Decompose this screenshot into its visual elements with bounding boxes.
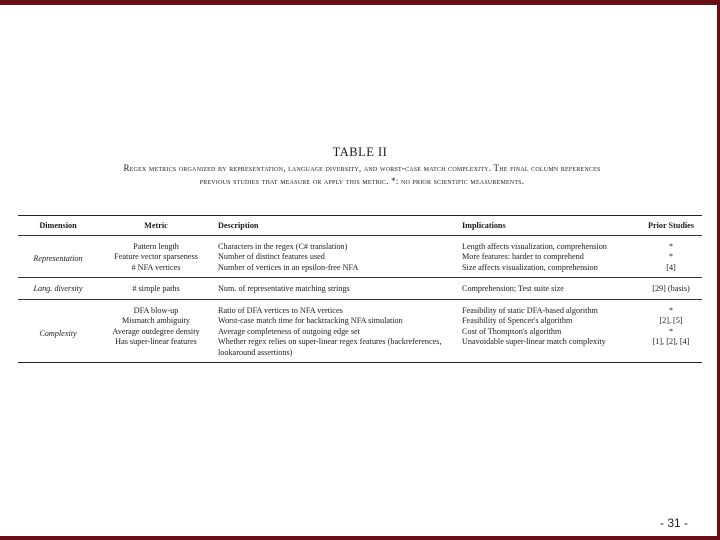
description-cell: Average completeness of outgoing edge set: [218, 326, 360, 336]
top-accent-bar: [0, 0, 720, 5]
description-cell: Number of vertices in an epsilon-free NFA: [218, 262, 359, 272]
metrics-table: [18, 215, 702, 363]
header-implications: Implications: [458, 216, 640, 235]
table-row: [18, 263, 702, 278]
description-cell: Characters in the regex (C# translation): [218, 241, 348, 251]
metric-cell: Feature vector sparseness: [114, 252, 198, 261]
table-row: [18, 278, 702, 300]
dimension-cell: Lang. diversity: [18, 278, 98, 300]
table-row: [18, 316, 702, 327]
page-number: - 31 -: [659, 516, 688, 530]
dimension-cell: Complexity: [18, 299, 98, 362]
prior-studies-cell: [4]: [666, 262, 676, 272]
header-prior-studies: Prior Studies: [640, 216, 702, 235]
header-metric: Metric: [98, 216, 214, 235]
caption-line-2: previous studies that measure or apply this metric. *: no prior scientific measurements.: [199, 176, 525, 186]
bottom-accent-bar: [0, 536, 720, 540]
table-row: [18, 327, 702, 338]
description-cell: Number of distinct features used: [218, 252, 325, 261]
metric-cell: Pattern length: [133, 241, 179, 251]
prior-studies-cell: [2], [5]: [659, 316, 683, 325]
metric-cell: # NFA vertices: [131, 262, 181, 272]
implications-cell: Unavoidable super-linear match complexity: [462, 337, 606, 346]
caption-line-1: Regex metrics organized by representation, language diversity, and worst-case match complexity. The final column references: [123, 163, 601, 173]
implications-cell: Feasibility of static DFA-based algorithm: [458, 299, 640, 316]
implications-cell: More features: harder to comprehend: [462, 252, 584, 261]
prior-studies-cell: *: [640, 299, 702, 316]
description-cell: Ratio of DFA vertices to NFA vertices: [214, 299, 458, 316]
prior-studies-cell: [1], [2], [4]: [652, 337, 690, 346]
table-row: [18, 299, 702, 316]
implications-cell: Feasibility of Spencer's algorithm: [462, 316, 573, 325]
table-row: [18, 337, 702, 362]
metric-cell: DFA blow-up: [98, 299, 214, 316]
description-cell: Worst-case match time for backtracking NFA simulation: [218, 316, 403, 325]
table-row: [18, 235, 702, 252]
table-caption: [22, 162, 702, 188]
metric-cell: # simple paths: [98, 278, 214, 300]
prior-studies-cell: *: [668, 252, 674, 261]
implications-cell: Length affects visualization, comprehension: [462, 241, 607, 251]
description-cell: Whether regex relies on super-linear regex features (backreferences, lookaround assertions): [218, 337, 442, 357]
implications-cell: Size affects visualization, comprehension: [462, 262, 598, 272]
metric-cell: Mismatch ambiguity: [122, 316, 190, 325]
prior-studies-cell: [29] (basis): [640, 278, 702, 300]
table-row: [18, 252, 702, 263]
dimension-cell: Representation: [33, 254, 83, 263]
prior-studies-cell: *: [668, 241, 674, 251]
implications-cell: Cost of Thompson's algorithm: [462, 326, 562, 336]
table-title: TABLE II: [332, 145, 388, 159]
table-header-row: [18, 216, 702, 235]
header-dimension: Dimension: [18, 216, 98, 235]
metric-cell: Average outdegree density: [112, 326, 200, 336]
description-cell: Num. of representative matching strings: [214, 278, 458, 300]
prior-studies-cell: *: [668, 326, 674, 336]
metric-cell: Has super-linear features: [115, 337, 197, 346]
header-description: Description: [214, 216, 458, 235]
implications-cell: Comprehension; Test suite size: [458, 278, 640, 300]
